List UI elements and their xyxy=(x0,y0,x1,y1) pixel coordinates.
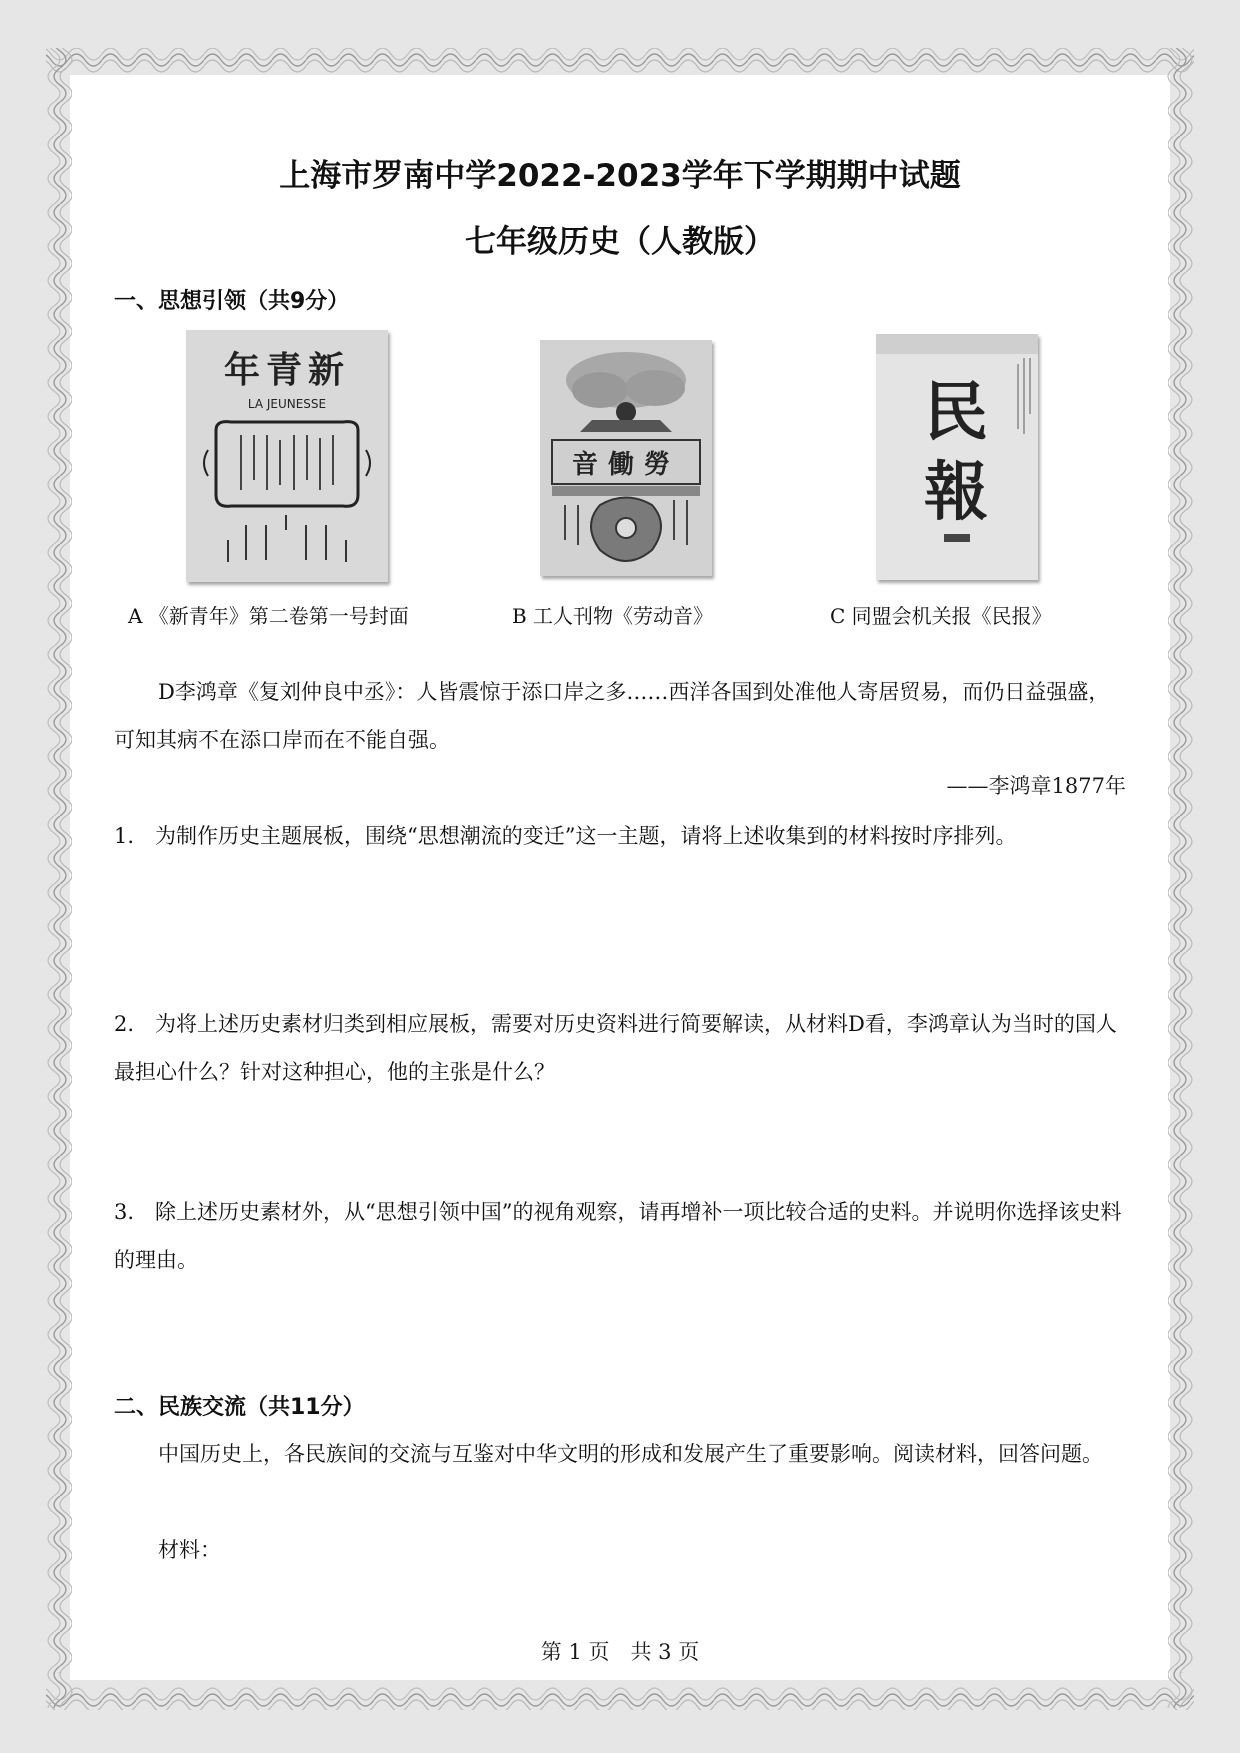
material-d-attribution: ——李鸿章1877年 xyxy=(946,774,1126,798)
material-label: 材料： xyxy=(158,1538,221,1562)
min-bao-cover-illustration xyxy=(876,334,1038,580)
page-footer: 第 1 页 共 3 页 xyxy=(540,1640,700,1664)
cover-title-char-1: 民 xyxy=(924,375,988,450)
section-1-heading: 一、思想引领（共9分） xyxy=(114,289,350,314)
new-youth-cover-illustration xyxy=(186,330,388,582)
figure-a-caption: A 《新青年》第二卷第一号封面 xyxy=(128,604,409,628)
cover-title: 年青新 xyxy=(223,349,351,391)
figure-b-caption: B 工人刊物《劳动音》 xyxy=(512,604,714,628)
figure-min-bao-cover xyxy=(876,334,1038,580)
question-1: 1. 为制作历史主题展板，围绕“思想潮流的变迁”这一主题，请将上述收集到的材料按时序排列。 xyxy=(114,824,1017,848)
cover-title-char-2: 報 xyxy=(924,455,988,530)
question-3: 3. 除上述历史素材外，从“思想引领中国”的视角观察，请再增补一项比较合适的史料。并说明你选择该史料的理由。 xyxy=(114,1200,1122,1272)
section-2-intro: 中国历史上，各民族间的交流与互鉴对中华文明的形成和发展产生了重要影响。阅读材料，回答问题。 xyxy=(158,1442,1103,1466)
question-2: 2. 为将上述历史素材归类到相应展板，需要对历史资料进行简要解读，从材料D看，李鸿章认为当时的国人最担心什么？针对这种担心，他的主张是什么？ xyxy=(114,1012,1117,1084)
material-d-text: D李鸿章《复刘仲良中丞》：人皆震惊于添口岸之多……西洋各国到处准他人寄居贸易，而仍日益强盛，可知其病不在添口岸而在不能自强。 xyxy=(114,680,1110,752)
figure-new-youth-cover xyxy=(186,330,388,582)
figure-labor-voice-cover xyxy=(540,340,712,576)
figure-c-caption: C 同盟会机关报《民报》 xyxy=(830,604,1052,628)
section-2-heading: 二、民族交流（共11分） xyxy=(114,1395,365,1420)
labor-voice-cover-illustration xyxy=(540,340,712,576)
cover-subtitle: LA JEUNESSE xyxy=(247,397,327,411)
cover-title: 音働勞 xyxy=(571,450,681,480)
exam-title: 上海市罗南中学2022-2023学年下学期期中试题 xyxy=(279,158,961,194)
exam-subtitle: 七年级历史（人教版） xyxy=(465,224,775,260)
